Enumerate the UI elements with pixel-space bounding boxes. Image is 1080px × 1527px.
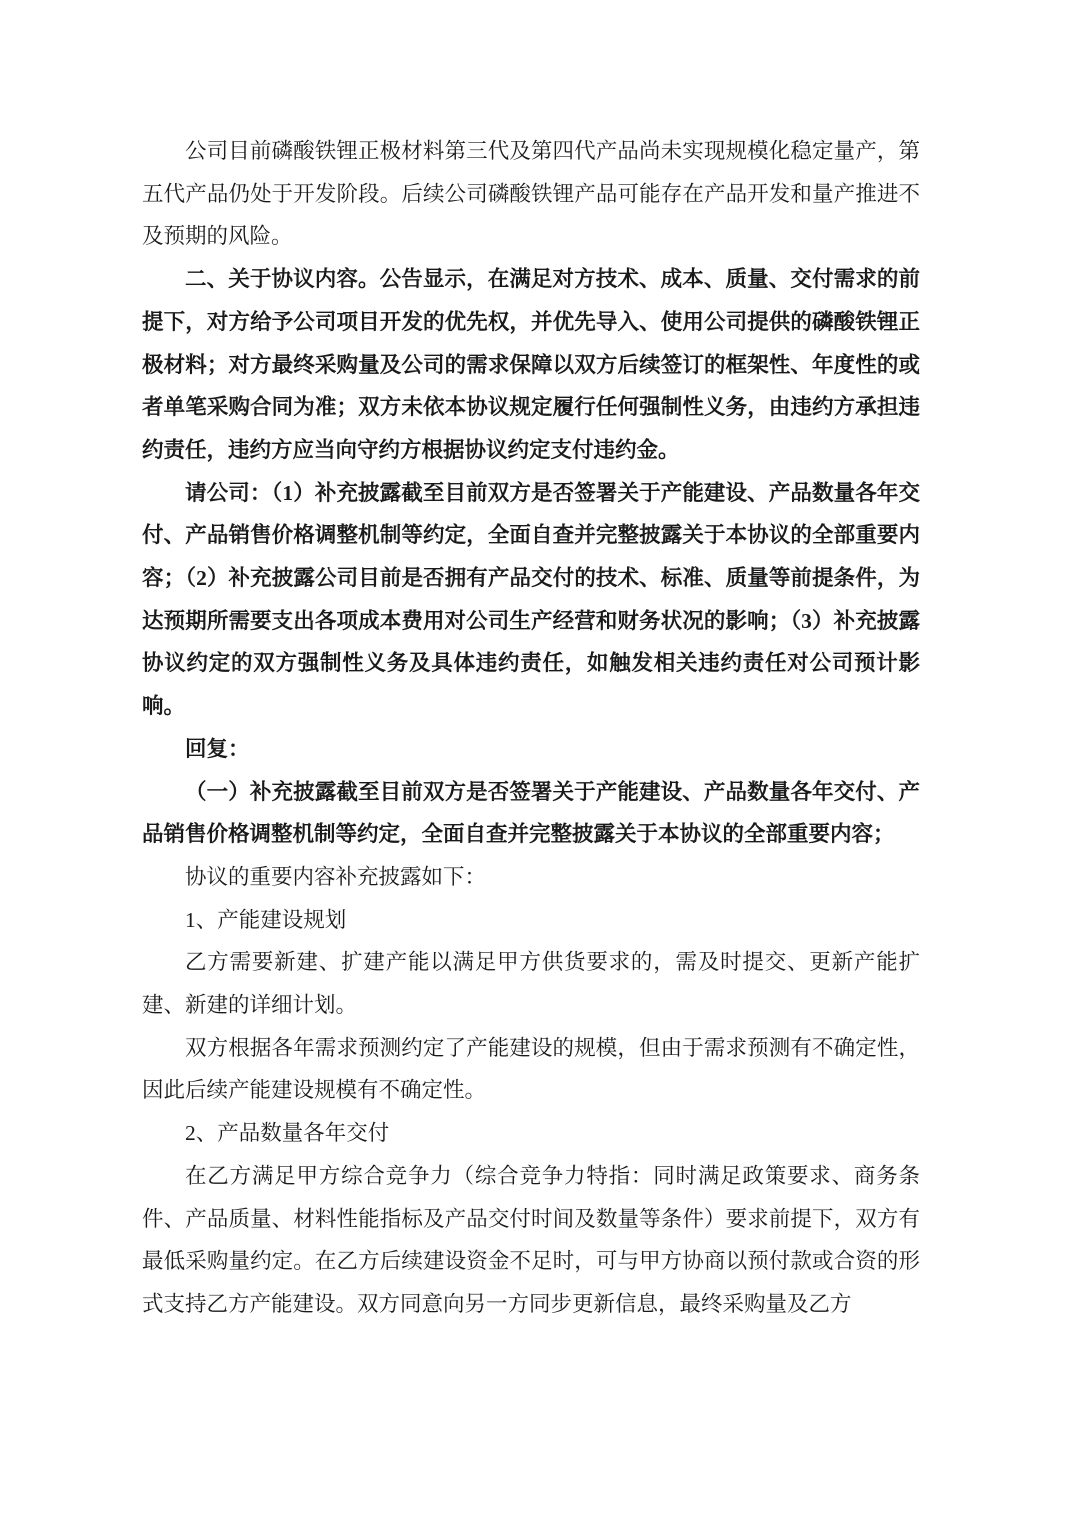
paragraph: 2、产品数量各年交付 <box>185 1121 390 1146</box>
paragraph: 在乙方满足甲方综合竞争力（综合竞争力特指：同时满足政策要求、商务条件、产品质量、材料性能指标及产品交付时间及数量等条件）要求前提下，双方有最低采购量约定。在乙方后续建设资金不足时，可与甲方协商以预付款或合资的形式支持乙方产能建设。双方同意向另一方同步更新信息，最终采购量及乙方 <box>142 1163 920 1316</box>
paragraph: （一）补充披露截至目前双方是否签署关于产能建设、产品数量各年交付、产品销售价格调整机制等约定，全面自查并完整披露关于本协议的全部重要内容； <box>142 779 920 847</box>
paragraph: 1、产能建设规划 <box>185 907 347 932</box>
paragraph: 乙方需要新建、扩建产能以满足甲方供货要求的，需及时提交、更新产能扩建、新建的详细计划。 <box>142 950 920 1018</box>
paragraph: 二、关于协议内容。公告显示，在满足对方技术、成本、质量、交付需求的前提下，对方给予公司项目开发的优先权，并优先导入、使用公司提供的磷酸铁锂正极材料；对方最终采购量及公司的需求保障以双方后续签订的框架性、年度性的或者单笔采购合同为准；双方未依本协议规定履行任何强制性义务，由违约方承担违约责任，违约方应当向守约方根据协议约定支付违约金。 <box>142 267 920 462</box>
paragraph: 协议的重要内容补充披露如下： <box>185 864 487 889</box>
paragraph: 回复： <box>185 736 250 761</box>
paragraph: 双方根据各年需求预测约定了产能建设的规模，但由于需求预测有不确定性，因此后续产能建设规模有不确定性。 <box>142 1035 920 1103</box>
document-text-block <box>142 130 920 1326</box>
paragraph: 公司目前磷酸铁锂正极材料第三代及第四代产品尚未实现规模化稳定量产，第五代产品仍处于开发阶段。后续公司磷酸铁锂产品可能存在产品开发和量产推进不及预期的风险。 <box>142 139 920 249</box>
paragraph: 请公司：（1）补充披露截至目前双方是否签署关于产能建设、产品数量各年交付、产品销售价格调整机制等约定，全面自查并完整披露关于本协议的全部重要内容；（2）补充披露公司目前是否拥有产品交付的技术、标准、质量等前提条件，为达预期所需要支出各项成本费用对公司生产经营和财务状况的影响；（3）补充披露协议约定的双方强制性义务及具体违约责任，如触发相关违约责任对公司预计影响。 <box>142 480 920 719</box>
